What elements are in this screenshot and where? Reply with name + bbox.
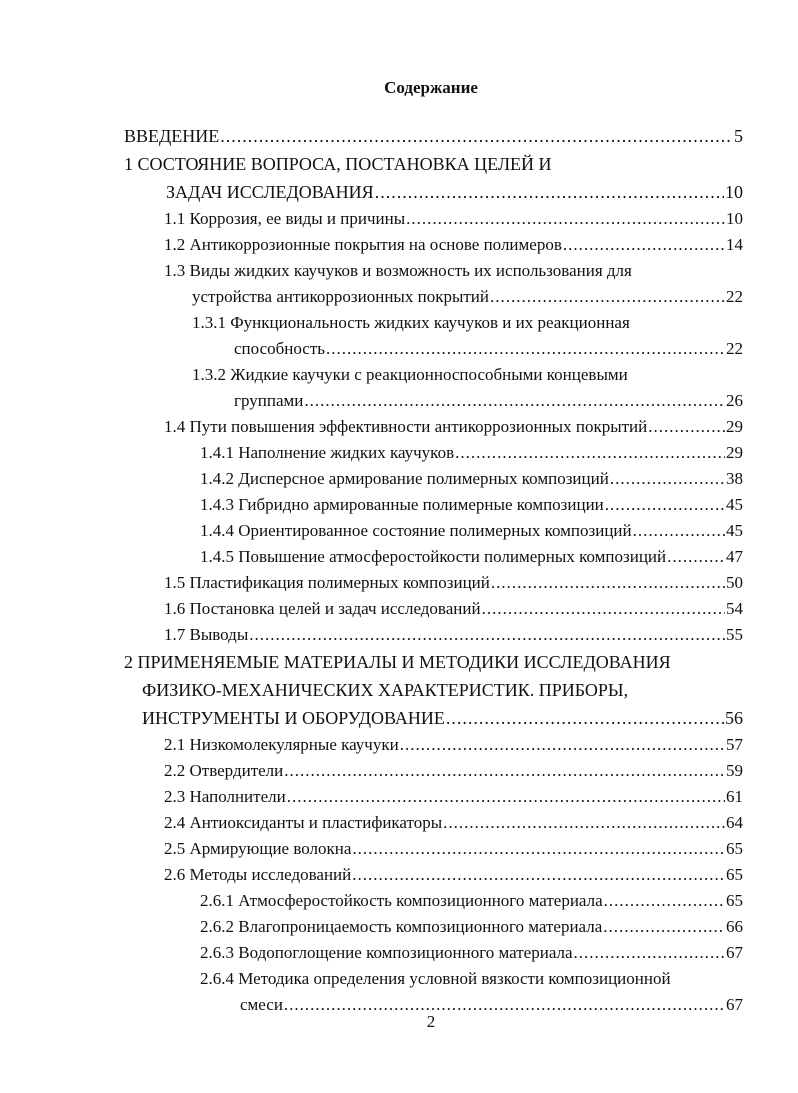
toc-entry-label: 1.4.1 Наполнение жидких каучуков bbox=[200, 443, 455, 462]
toc-leader-dots bbox=[605, 492, 725, 518]
page-title: Содержание bbox=[384, 78, 478, 97]
table-of-contents bbox=[0, 122, 798, 1018]
toc-entry-label: устройства антикоррозионных покрытий bbox=[192, 287, 490, 306]
toc-entry-page: 38 bbox=[726, 469, 743, 488]
toc-entry-label: ЗАДАЧ ИССЛЕДОВАНИЯ bbox=[166, 182, 374, 202]
toc-entry-page: 61 bbox=[726, 787, 743, 806]
toc-entry-line[interactable]: 2 ПРИМЕНЯЕМЫЕ МАТЕРИАЛЫ И МЕТОДИКИ ИССЛЕДОВАНИЯ bbox=[124, 652, 671, 672]
toc-entry-page: 50 bbox=[726, 573, 743, 592]
toc-entry[interactable] bbox=[0, 284, 798, 310]
toc-leader-dots bbox=[667, 544, 725, 570]
toc-entry-label: 1.4.4 Ориентированное состояние полимерных композиций bbox=[200, 521, 632, 540]
toc-leader-dots bbox=[304, 388, 725, 414]
toc-leader-dots bbox=[406, 206, 725, 232]
toc-entry-page: 59 bbox=[726, 761, 743, 780]
toc-entry[interactable] bbox=[0, 122, 798, 150]
toc-leader-dots bbox=[490, 284, 725, 310]
toc-entry-page: 5 bbox=[734, 126, 743, 146]
toc-entry-line[interactable]: ФИЗИКО-МЕХАНИЧЕСКИХ ХАРАКТЕРИСТИК. ПРИБОРЫ, bbox=[142, 680, 629, 700]
toc-entry-page: 67 bbox=[726, 943, 743, 962]
toc-leader-dots bbox=[249, 622, 725, 648]
toc-entry-page: 14 bbox=[726, 235, 743, 254]
toc-leader-dots bbox=[482, 596, 725, 622]
toc-entry[interactable] bbox=[0, 940, 798, 966]
toc-entry-line[interactable]: 1.3 Виды жидких каучуков и возможность их использования для bbox=[164, 261, 632, 280]
toc-entry[interactable] bbox=[0, 622, 798, 648]
toc-leader-dots bbox=[220, 122, 733, 150]
toc-entry[interactable] bbox=[0, 414, 798, 440]
toc-leader-dots bbox=[610, 466, 725, 492]
toc-entry[interactable] bbox=[0, 518, 798, 544]
toc-leader-dots bbox=[443, 810, 725, 836]
toc-entry-page: 45 bbox=[726, 495, 743, 514]
toc-entry[interactable] bbox=[0, 206, 798, 232]
toc-entry[interactable] bbox=[0, 596, 798, 622]
toc-entry-label: 2.3 Наполнители bbox=[164, 787, 286, 806]
toc-entry[interactable] bbox=[0, 492, 798, 518]
toc-entry-label: смеси bbox=[240, 995, 283, 1014]
toc-entry-line[interactable]: 1.3.1 Функциональность жидких каучуков и их реакционная bbox=[192, 313, 630, 332]
toc-entry-label: 2.2 Отвердители bbox=[164, 761, 284, 780]
toc-entry-label: 2.4 Антиоксиданты и пластификаторы bbox=[164, 813, 443, 832]
toc-entry-page: 67 bbox=[726, 995, 743, 1014]
toc-entry-label: 2.6.1 Атмосферостойкость композиционного материала bbox=[200, 891, 603, 910]
toc-entry-page: 22 bbox=[726, 287, 743, 306]
toc-entry-page: 10 bbox=[726, 209, 743, 228]
toc-entry[interactable] bbox=[0, 440, 798, 466]
toc-entry[interactable] bbox=[0, 232, 798, 258]
toc-leader-dots bbox=[648, 414, 725, 440]
toc-leader-dots bbox=[633, 518, 725, 544]
toc-entry[interactable] bbox=[0, 466, 798, 492]
toc-entry-label: 1.4 Пути повышения эффективности антикоррозионных покрытий bbox=[164, 417, 648, 436]
toc-entry[interactable] bbox=[0, 336, 798, 362]
toc-entry-page: 65 bbox=[726, 865, 743, 884]
toc-entry-label: ВВЕДЕНИЕ bbox=[124, 126, 220, 146]
toc-entry[interactable] bbox=[0, 810, 798, 836]
toc-entry-page: 47 bbox=[726, 547, 743, 566]
toc-entry-page: 45 bbox=[726, 521, 743, 540]
toc-leader-dots bbox=[326, 336, 725, 362]
toc-entry-page: 26 bbox=[726, 391, 743, 410]
toc-entry-page: 29 bbox=[726, 443, 743, 462]
toc-entry-line[interactable]: 1.3.2 Жидкие каучуки с реакционноспособными концевыми bbox=[192, 365, 628, 384]
toc-entry-page: 55 bbox=[726, 625, 743, 644]
toc-leader-dots bbox=[603, 914, 725, 940]
toc-entry[interactable] bbox=[0, 836, 798, 862]
toc-leader-dots bbox=[287, 784, 725, 810]
toc-entry-label: 2.5 Армирующие волокна bbox=[164, 839, 352, 858]
page-number: 2 bbox=[426, 1012, 436, 1031]
toc-leader-dots bbox=[375, 178, 724, 206]
toc-entry[interactable] bbox=[0, 570, 798, 596]
toc-entry-page: 10 bbox=[725, 182, 743, 202]
toc-entry[interactable] bbox=[0, 544, 798, 570]
toc-entry-label: 1.7 Выводы bbox=[164, 625, 249, 644]
toc-entry[interactable] bbox=[0, 704, 798, 732]
toc-leader-dots bbox=[352, 836, 725, 862]
toc-entry[interactable] bbox=[0, 732, 798, 758]
toc-entry-label: 1.4.3 Гибридно армированные полимерные композиции bbox=[200, 495, 604, 514]
toc-entry-page: 66 bbox=[726, 917, 743, 936]
toc-entry-line[interactable]: 2.6.4 Методика определения условной вязкости композиционной bbox=[200, 969, 671, 988]
toc-entry-label: 1.2 Антикоррозионные покрытия на основе полимеров bbox=[164, 235, 562, 254]
toc-entry-label: 2.1 Низкомолекулярные каучуки bbox=[164, 735, 399, 754]
toc-entry-label: ИНСТРУМЕНТЫ И ОБОРУДОВАНИЕ bbox=[142, 708, 445, 728]
toc-entry-label: 1.6 Постановка целей и задач исследований bbox=[164, 599, 481, 618]
toc-entry-page: 65 bbox=[726, 891, 743, 910]
toc-entry[interactable] bbox=[0, 862, 798, 888]
toc-entry-label: 1.4.5 Повышение атмосферостойкости полимерных композиций bbox=[200, 547, 667, 566]
toc-entry-label: способность bbox=[234, 339, 326, 358]
toc-leader-dots bbox=[446, 704, 724, 732]
toc-entry-page: 56 bbox=[725, 708, 743, 728]
toc-entry-page: 29 bbox=[726, 417, 743, 436]
toc-entry-page: 65 bbox=[726, 839, 743, 858]
toc-entry-line[interactable]: 1 СОСТОЯНИЕ ВОПРОСА, ПОСТАНОВКА ЦЕЛЕЙ И bbox=[124, 154, 552, 174]
toc-leader-dots bbox=[455, 440, 725, 466]
toc-entry-label: 1.4.2 Дисперсное армирование полимерных композиций bbox=[200, 469, 609, 488]
toc-entry-label: 2.6 Методы исследований bbox=[164, 865, 352, 884]
toc-leader-dots bbox=[400, 732, 725, 758]
toc-leader-dots bbox=[574, 940, 725, 966]
toc-entry[interactable] bbox=[0, 178, 798, 206]
toc-entry[interactable] bbox=[0, 388, 798, 414]
toc-leader-dots bbox=[563, 232, 725, 258]
toc-leader-dots bbox=[604, 888, 725, 914]
toc-entry-label: 2.6.2 Влагопроницаемость композиционного материала bbox=[200, 917, 603, 936]
toc-entry-label: группами bbox=[234, 391, 304, 410]
toc-entry-label: 2.6.3 Водопоглощение композиционного материала bbox=[200, 943, 573, 962]
toc-entry[interactable] bbox=[0, 758, 798, 784]
toc-leader-dots bbox=[491, 570, 725, 596]
toc-entry[interactable] bbox=[0, 784, 798, 810]
toc-entry[interactable] bbox=[0, 888, 798, 914]
toc-entry[interactable] bbox=[0, 914, 798, 940]
toc-entry-page: 57 bbox=[726, 735, 743, 754]
toc-entry-page: 54 bbox=[726, 599, 743, 618]
toc-entry-page: 64 bbox=[726, 813, 743, 832]
toc-leader-dots bbox=[284, 758, 725, 784]
toc-leader-dots bbox=[352, 862, 725, 888]
toc-entry-label: 1.5 Пластификация полимерных композиций bbox=[164, 573, 490, 592]
toc-entry-page: 22 bbox=[726, 339, 743, 358]
toc-entry-label: 1.1 Коррозия, ее виды и причины bbox=[164, 209, 406, 228]
